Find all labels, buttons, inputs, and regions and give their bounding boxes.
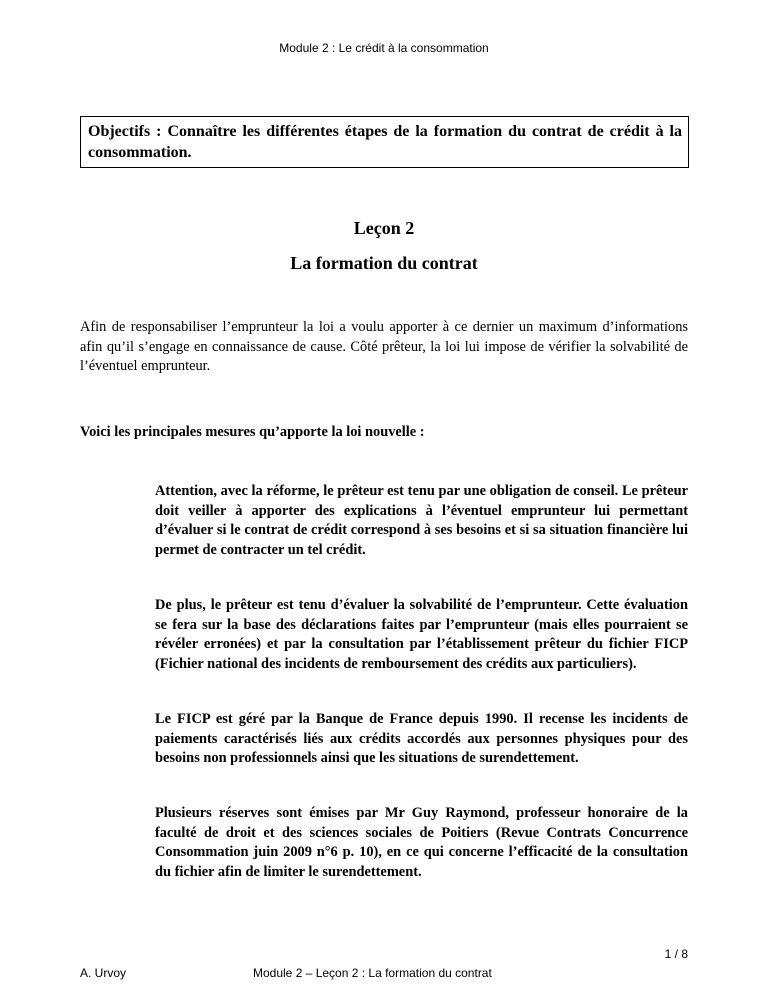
intro-paragraph: Afin de responsabiliser l’emprunteur la loi a voulu apporter à ce dernier un maximum d’informations afin qu’il s’engage en connaissance de cause. Côté prêteur, la loi lui impose de vérifier la solvabilité de l’éventuel emprunteur. <box>80 319 688 374</box>
paragraph-reservations: Plusieurs réserves sont émises par Mr Guy Raymond, professeur honoraire de la faculté de droit et des sciences sociales de Poitiers (Revue Contrats Concurrence Consommation juin 2009 n°6 p. 10), en ce qui concerne l’efficacité de la consultation du fichier afin de limiter le surendettement. <box>155 805 688 880</box>
paragraph-advice-obligation: Attention, avec la réforme, le prêteur est tenu par une obligation de conseil. Le prêteur doit veiller à apporter des explications à l’éventuel emprunteur lui permettant d’évaluer si le contrat de crédit correspond à ses besoins et si sa situation financière lui permet de contracter un tel crédit. <box>155 483 688 558</box>
page-header: Module 2 : Le crédit à la consommation <box>279 41 489 55</box>
measures-intro: Voici les principales mesures qu’apporte la loi nouvelle : <box>80 424 425 440</box>
lesson-title: La formation du contrat <box>290 253 478 273</box>
footer-title: Module 2 – Leçon 2 : La formation du contrat <box>253 966 492 980</box>
paragraph-solvency-check: De plus, le prêteur est tenu d’évaluer la solvabilité de l’emprunteur. Cette évaluation se fera sur la base des déclarations faites par l’emprunteur (mais elles pourraient se révéler erronées) et par la consultation par l’établissement prêteur du fichier FICP (Fichier national des incidents de remboursement des crédits aux particuliers). <box>155 597 688 672</box>
objectives-box: Objectifs : Connaître les différentes étapes de la formation du contrat de crédit à la consommation. <box>80 116 689 168</box>
paragraph-ficp: Le FICP est géré par la Banque de France depuis 1990. Il recense les incidents de paiements caractérisés liés aux crédits accordés aux personnes physiques pour des besoins non professionnels ainsi que les situations de surendettement. <box>155 711 688 766</box>
lesson-number: Leçon 2 <box>353 218 415 238</box>
page-number: 1 / 8 <box>664 947 688 961</box>
footer-author: A. Urvoy <box>80 966 127 980</box>
